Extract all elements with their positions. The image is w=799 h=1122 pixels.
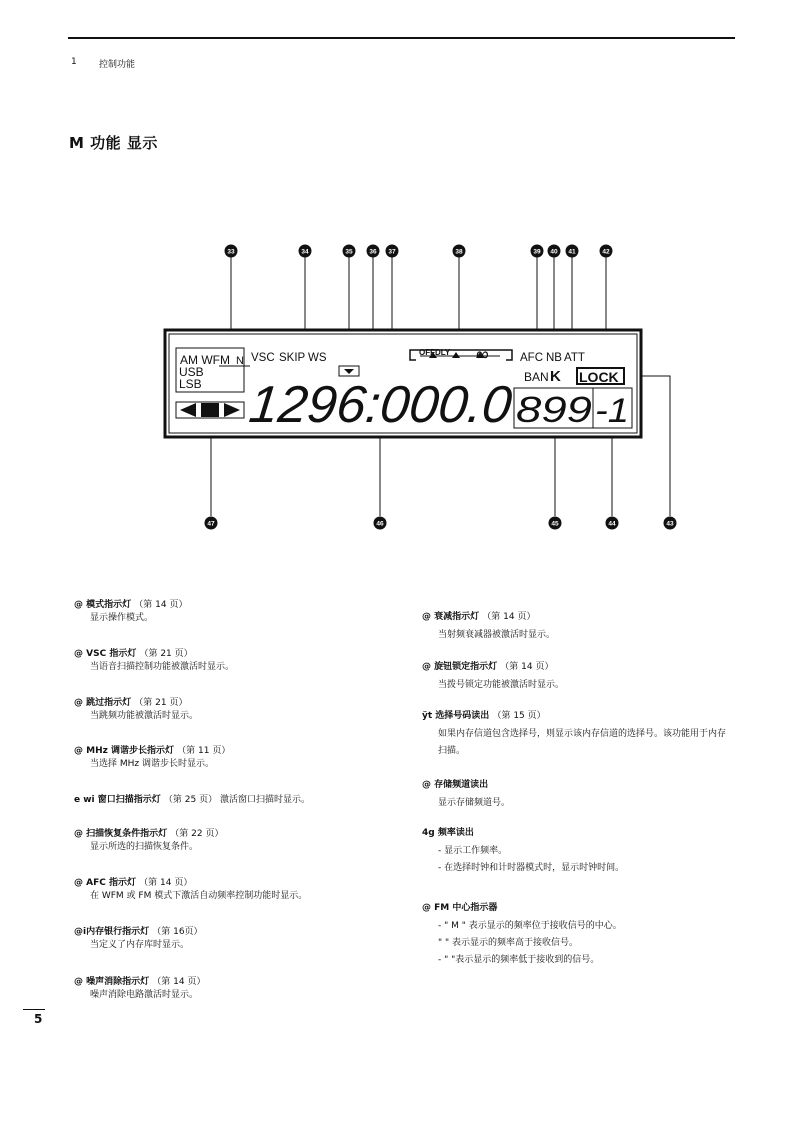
heading-text: @ 旋钮锁定指示灯 (422, 662, 498, 672)
lcd-diagram (0, 0, 799, 560)
heading-text: @ AFC 指示灯 (74, 878, 136, 888)
description-line: 如果内存信道包含选择号，则显示该内存信道的选择号。该功能用于内存 (438, 729, 727, 739)
page-ref: （第 15 页） (492, 711, 546, 721)
heading-text: @ 噪声消除指示灯 (74, 977, 150, 987)
description-item (74, 877, 307, 903)
heading-text: @ 衰减指示灯 (422, 612, 480, 622)
description-heading (74, 794, 310, 807)
description-line: - " M " 表示显示的频率位于接收信号的中心。 (438, 921, 622, 931)
description-heading (74, 697, 198, 710)
heading-text: @ 扫描恢复条件指示灯 (74, 829, 168, 839)
description-heading (74, 599, 187, 612)
chapter-number: 1 (71, 57, 77, 67)
callout-number: 44 (608, 520, 616, 528)
description-line: - " "表示显示的频率低于接收到的信号。 (438, 955, 600, 965)
description-item (422, 710, 742, 760)
lcd-k: K (550, 368, 561, 385)
description-heading (422, 902, 742, 915)
description-item (74, 794, 310, 807)
lcd-skip: SKIP (279, 352, 306, 364)
page-ref: （第 22 页） (170, 829, 224, 839)
description-item (74, 926, 203, 952)
heading-text: @ 模式指示灯 (74, 600, 132, 610)
lcd-channel: 899 (516, 389, 592, 430)
description-heading (422, 827, 742, 840)
lcd-mode-lsb: LSB (179, 377, 202, 391)
callout-number: 40 (550, 248, 558, 256)
page-ref: （第 11 页） (177, 746, 231, 756)
lcd-lock: LOCK (579, 369, 619, 385)
heading-text: @ 存储频道读出 (422, 780, 489, 790)
lcd-infinity: ∞ (476, 344, 489, 364)
description-item (74, 745, 230, 771)
page-ref: （第 14 页） (482, 612, 536, 622)
callout-number: 38 (455, 248, 463, 256)
page-ref: （第 14 页） (500, 662, 554, 672)
lcd-mode-usb: USB (179, 365, 204, 379)
page-ref: （第 25 页） 激活窗口扫描时显示。 (163, 795, 310, 805)
chapter-title: 控制功能 (99, 60, 136, 70)
lcd-mode-n: N (236, 355, 244, 367)
lcd-ban: BAN (524, 370, 549, 384)
description-heading (74, 648, 234, 661)
description-body: 显示操作模式。 (90, 613, 154, 623)
page-ref: （第 21 页） (139, 649, 193, 659)
heading-text: @ MHz 调谐步长指示灯 (74, 746, 174, 756)
description-line: - 显示工作频率。 (438, 846, 508, 856)
callouts-top (225, 245, 613, 258)
callout-number: 33 (227, 248, 235, 256)
heading-text: @ VSC 指示灯 (74, 649, 137, 659)
callout-number: 46 (376, 520, 384, 528)
page-ref: （第 14 页） (152, 977, 206, 987)
callout-number: 35 (345, 248, 353, 256)
callout-number: 42 (602, 248, 610, 256)
description-heading (422, 779, 742, 792)
page-ref: （第 14 页） (134, 600, 188, 610)
heading-text: 4g 频率读出 (422, 828, 474, 838)
description-body: 噪声消除电路激活时显示。 (90, 990, 199, 1000)
callout-number: 37 (388, 248, 396, 256)
description-heading (74, 976, 205, 989)
description-body: 当定义了内存库时显示。 (90, 940, 190, 950)
description-item (422, 827, 742, 877)
description-heading (422, 710, 742, 723)
callout-number: 41 (568, 248, 576, 256)
callout-number: 43 (666, 520, 674, 528)
description-item (422, 661, 742, 694)
heading-text: @i内存银行指示灯 (74, 927, 150, 937)
lcd-bank: -1 (595, 392, 629, 430)
lcd-nb: NB (546, 352, 562, 364)
footer-rule (23, 1009, 45, 1010)
description-heading (422, 611, 742, 624)
page-ref: （第 16页） (152, 927, 203, 937)
callout-number: 39 (533, 248, 541, 256)
heading-text: ÿt 选择号码读出 (422, 711, 490, 721)
description-heading (74, 745, 230, 758)
description-line: " " 表示显示的频率高于接收信号。 (438, 938, 579, 948)
heading-text: e wi 窗口扫描指示灯 (74, 795, 161, 805)
description-line: - 在选择时钟和计时器模式时，显示时钟时间。 (438, 863, 625, 873)
callout-number: 36 (369, 248, 377, 256)
lcd-frequency: 1296:000.0 (246, 376, 513, 434)
description-item (422, 611, 742, 644)
callout-number: 47 (207, 520, 215, 528)
heading-text: @ FM 中心指示器 (422, 903, 498, 913)
description-heading (74, 828, 223, 841)
description-item (422, 779, 742, 812)
heading-text: @ 跳过指示灯 (74, 698, 132, 708)
description-item (74, 648, 234, 674)
description-item (74, 697, 198, 723)
callouts-bottom (205, 517, 677, 530)
description-item (74, 599, 187, 625)
page-number: 5 (34, 1012, 43, 1026)
description-heading (74, 877, 307, 890)
description-item (74, 828, 223, 854)
page-ref: （第 14 页） (139, 878, 193, 888)
lcd-scan-label: OFFDLY (419, 348, 451, 357)
description-line: 扫描。 (438, 746, 466, 756)
description-heading (74, 926, 203, 939)
description-body: 当选择 MHz 调谐步长时显示。 (90, 759, 214, 769)
description-body: 在 WFM 或 FM 模式下激活自动频率控制功能时显示。 (90, 891, 308, 901)
lcd-ws: WS (308, 352, 327, 364)
description-line: 当射频衰减器被激活时显示。 (438, 630, 556, 640)
section-title: M 功能 显示 (69, 134, 158, 152)
description-line: 显示存储频道号。 (438, 798, 511, 808)
lcd-vsc: VSC (251, 352, 275, 364)
description-heading (422, 661, 742, 674)
description-body: 当跳频功能被激活时显示。 (90, 711, 199, 721)
lcd-afc: AFC (520, 352, 543, 364)
lcd-att: ATT (564, 352, 585, 364)
callout-number: 45 (551, 520, 559, 528)
description-item (422, 902, 742, 969)
description-body: 当语音扫描控制功能被激活时显示。 (90, 662, 235, 672)
lcd-modes-row1: AM WFM (180, 353, 230, 367)
callout-number: 34 (301, 248, 309, 256)
description-line: 当拨号锁定功能被激活时显示。 (438, 680, 565, 690)
description-body: 显示所选的扫描恢复条件。 (90, 842, 199, 852)
description-item (74, 976, 205, 1002)
page-ref: （第 21 页） (134, 698, 188, 708)
